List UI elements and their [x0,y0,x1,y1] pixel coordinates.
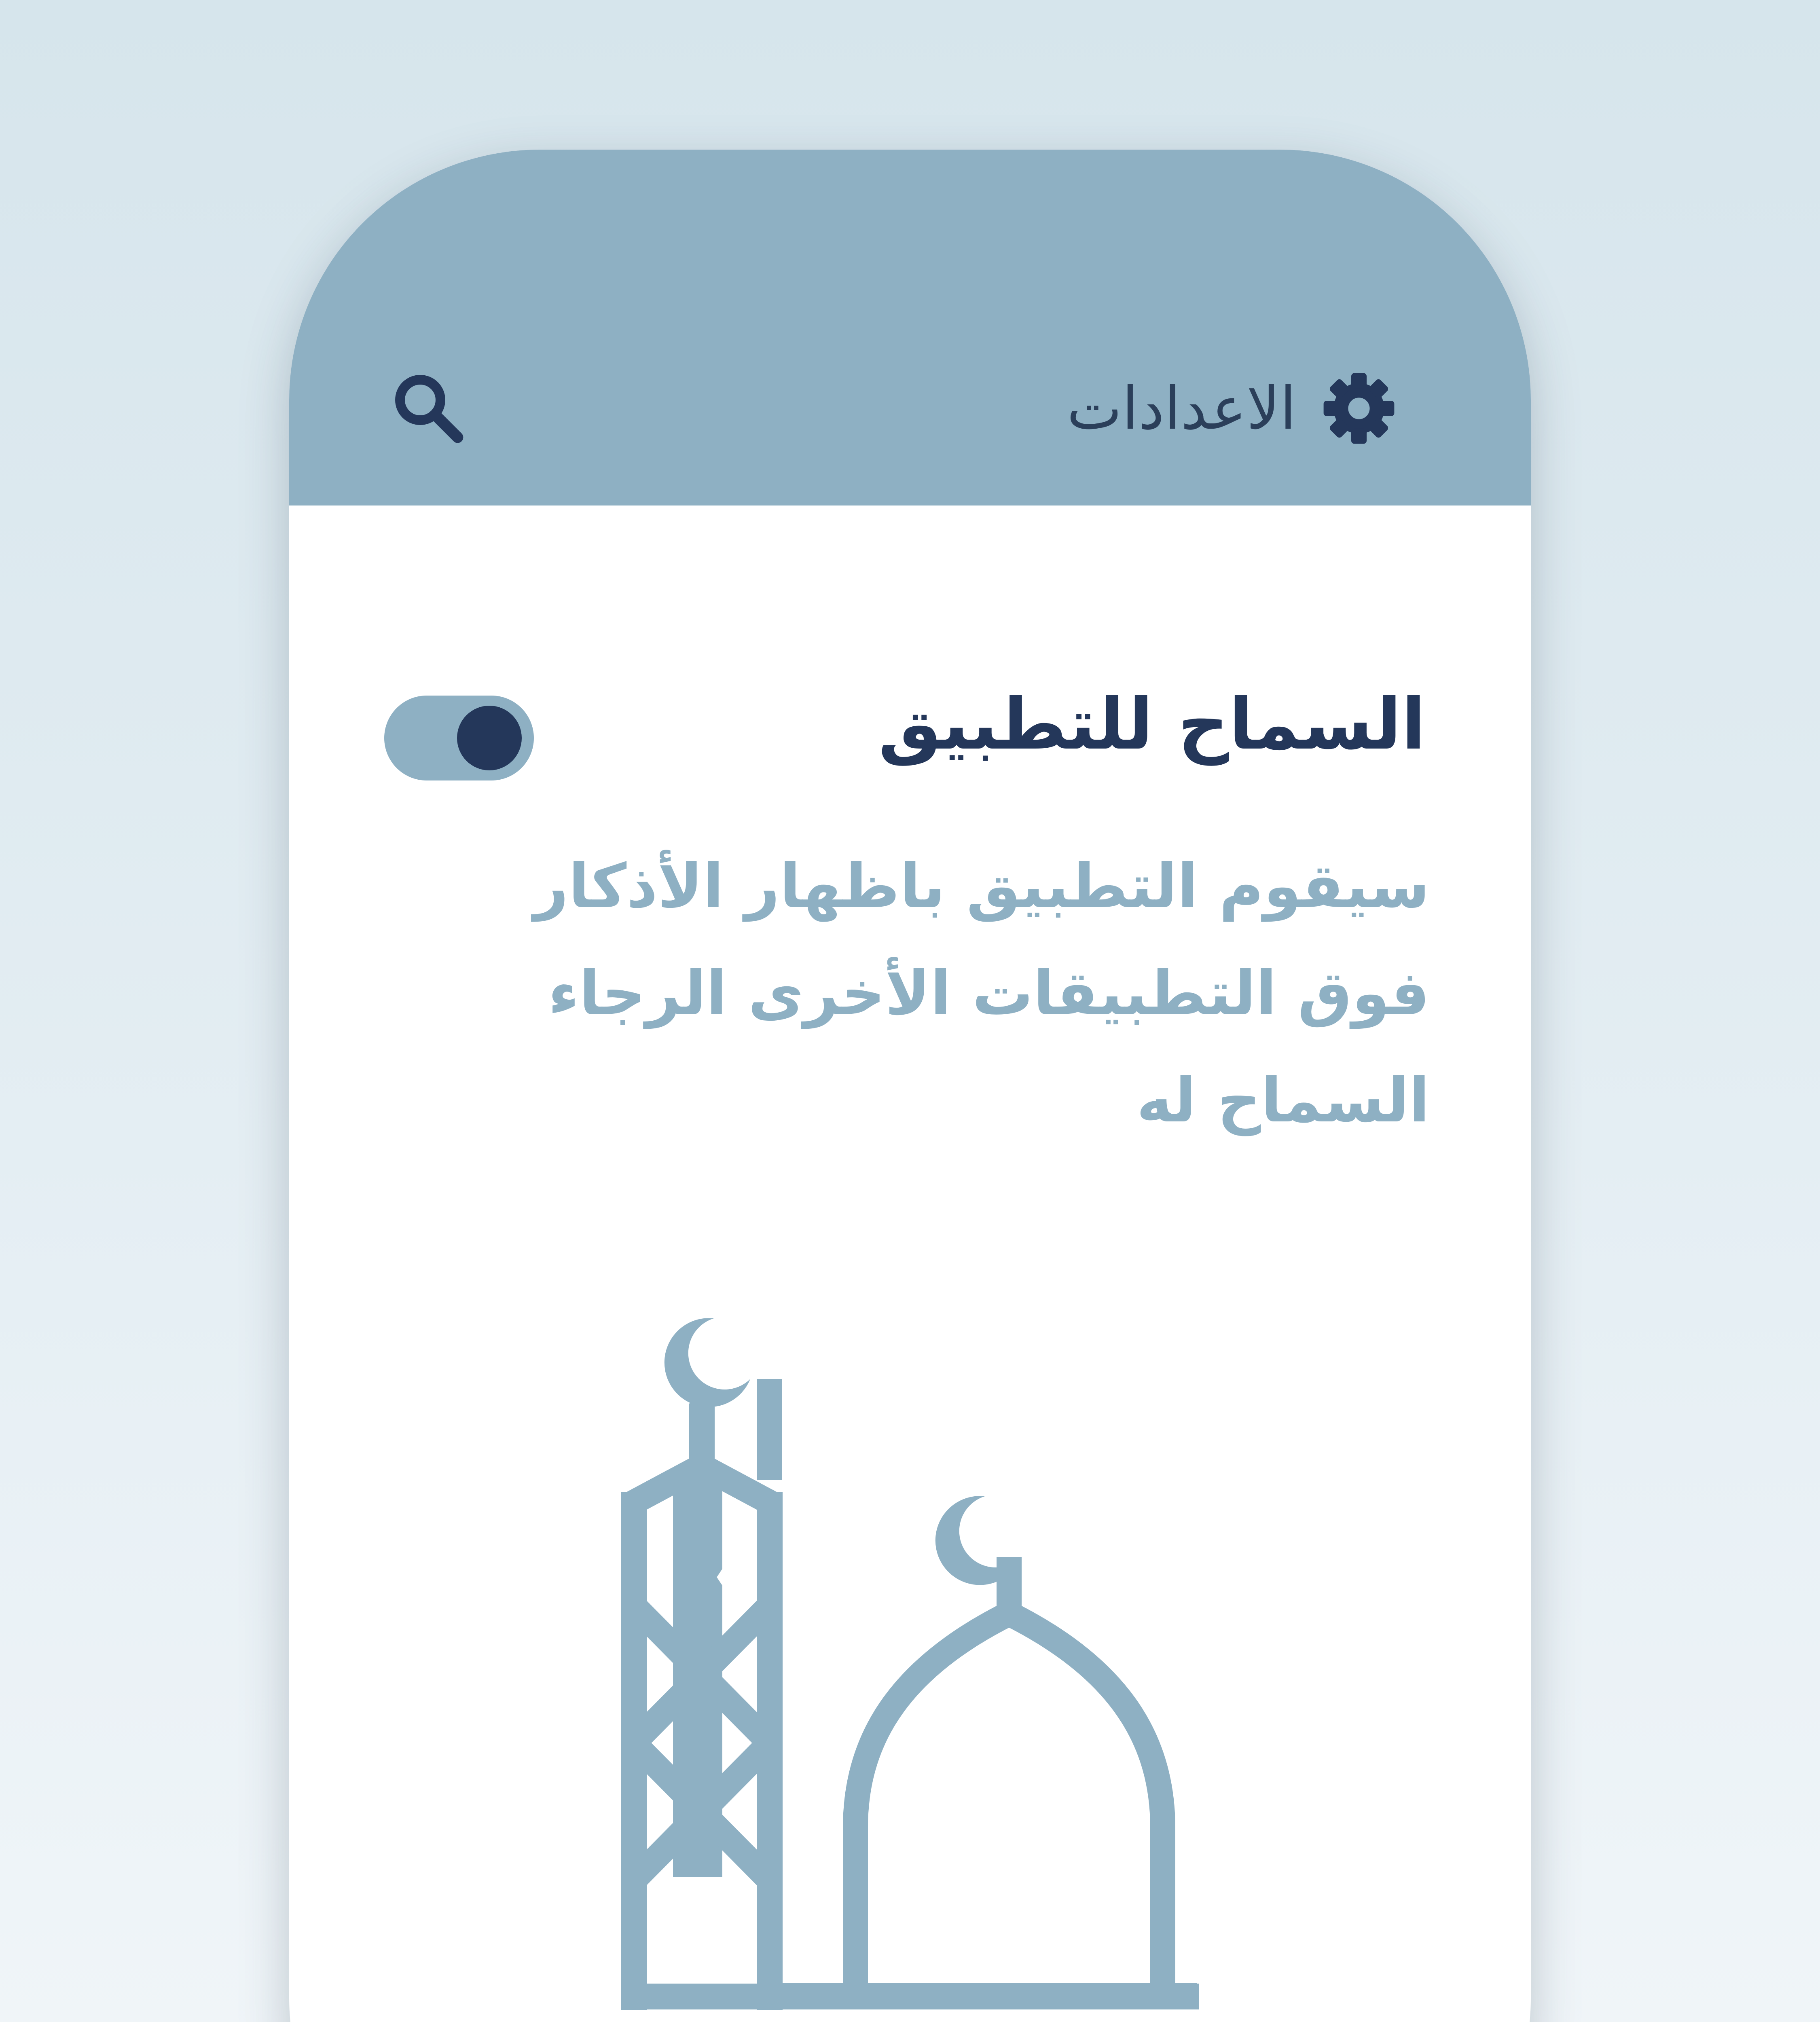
permission-title: السماح للتطبيق [878,683,1426,766]
settings-label: الاعدادات [1067,374,1296,443]
permission-description: سيقوم التطبيق باظهار الأذكار فوق التطبيقات الأخرى الرجاء السماح له [533,851,1430,1136]
mosque-icon [289,150,1531,2022]
phone-mockup [289,150,1531,2022]
